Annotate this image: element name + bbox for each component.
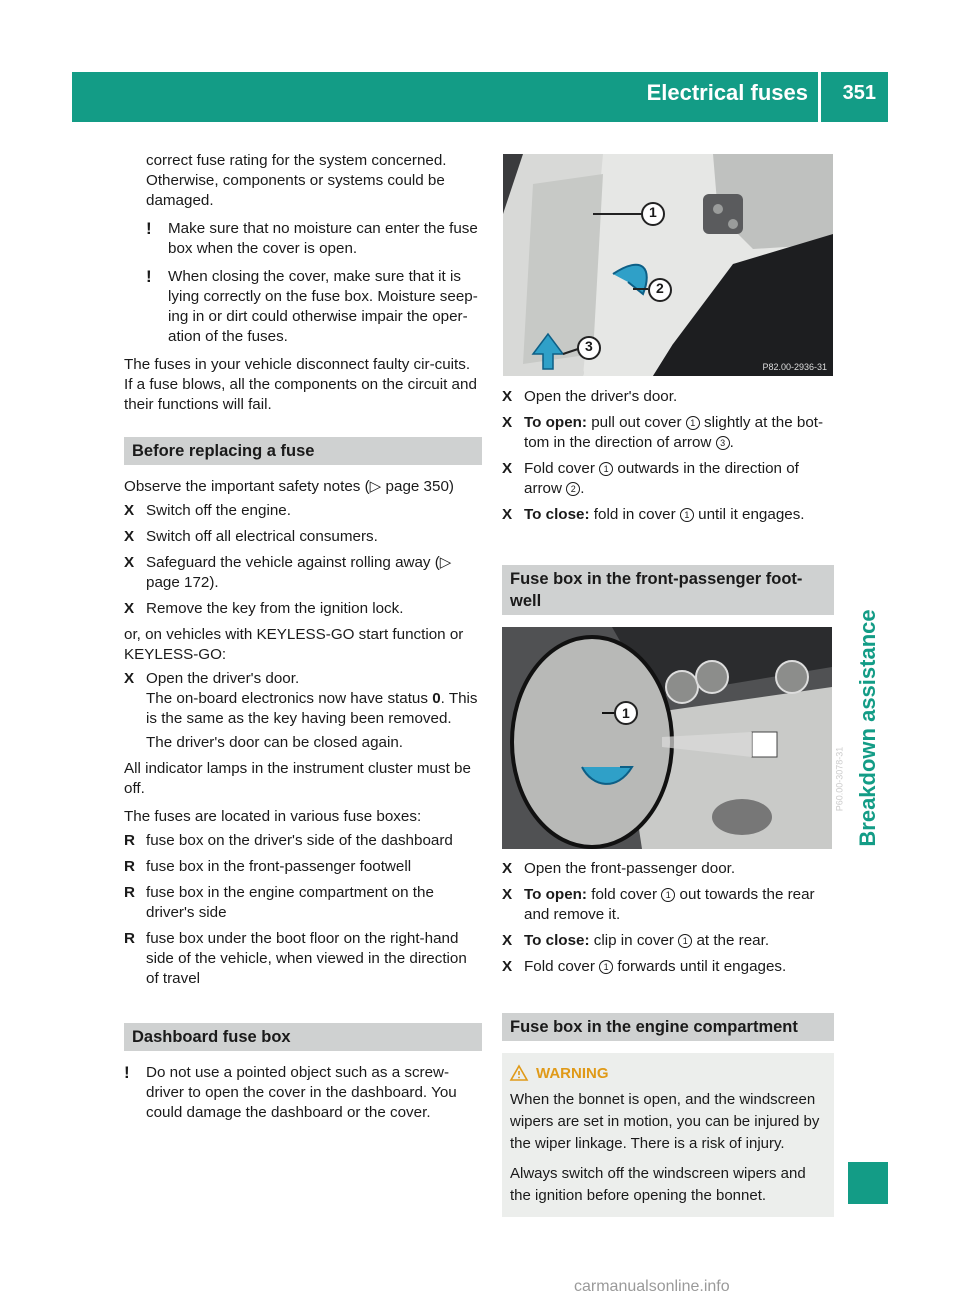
fuse-box-list [124,831,482,989]
step-label: To close: [524,506,590,523]
keyless-text: or, on vehicles with KEYLESS-GO start function or KEYLESS-GO: [124,626,464,663]
step-text: slightly at the bot-tom in the direction of arrow [524,414,824,451]
warning-box [502,1053,834,1217]
step-item [124,669,482,753]
step-label: To open: [524,414,587,431]
step-arrow-icon: X [502,506,513,523]
status-text-end: . This is the same as the key having been removed. [146,690,478,727]
note-text: Make sure that no moisture can enter the fuse box when the cover is open. [168,220,478,257]
note-moisture [146,219,482,259]
step-text: out towards the rear and remove it. [524,886,815,923]
step-arrow-icon: X [502,388,513,405]
step-text: fold in cover [593,506,676,523]
watermark: carmanualsonline.info [574,1278,730,1295]
bullet-icon: R [124,930,135,947]
callout-1-label: 1 [622,705,630,721]
step-arrow-icon: X [502,932,513,949]
callout-1-icon: 1 [599,960,613,974]
note-screwdriver [124,1063,482,1123]
step-label: To close: [524,932,590,949]
bullet-icon: R [124,884,135,901]
step-text: Remove the key from the ignition lock. [146,600,404,617]
header-title: Electrical fuses [646,80,808,105]
step-text: until it engages. [698,506,805,523]
step-arrow-icon: X [124,554,135,571]
status-text: The on-board electronics now have status [146,690,428,707]
step-text: at the rear. [696,932,770,949]
step-text: clip in cover [593,932,674,949]
step-item [502,931,834,951]
section-heading-before: Before replacing a fuse [124,437,482,465]
list-item [124,831,482,851]
right-column [502,387,845,1217]
dashboard-illustration [503,154,833,376]
step-text: Open the driver's door. [146,670,300,687]
caution-icon: ! [146,219,152,238]
fuses-text: The fuses in your vehicle disconnect faulty cir-cuits. If a fuse blows, all the components on the circuit and their functions will fail. [124,356,477,413]
status-value: 0 [432,690,441,707]
step-text: Switch off the engine. [146,502,291,519]
bullet-icon: R [124,832,135,849]
note-closing [146,267,482,347]
step-text: Switch off all electrical consumers. [146,528,378,545]
step-text: fold cover [591,886,658,903]
step-item [502,957,834,977]
door-closed-text: The driver's door can be closed again. [146,734,404,751]
section-heading-engine: Fuse box in the engine compartment [502,1013,834,1041]
located-text: The fuses are located in various fuse boxes: [124,808,422,825]
list-item [124,883,482,923]
callout-1-label: 1 [649,204,657,220]
step-end: . [729,434,734,451]
note-text: When closing the cover, make sure that it is lying correctly on the fuse box. Moisture seep-ing in or dirt could otherwise impair the oper-ation of the fuses. [168,268,478,345]
caution-icon: ! [146,267,152,286]
header-divider [818,72,821,122]
warning-label: WARNING [536,1065,609,1082]
section-heading-dashboard: Dashboard fuse box [124,1023,482,1051]
step-item [124,527,482,547]
figure-dashboard-fuse-box [503,154,833,376]
step-item [502,505,834,525]
note-text: Do not use a pointed object such as a screw-driver to open the cover in the dashboard. You could damage the dashboard or the cover. [146,1064,457,1121]
list-text: fuse box on the driver's side of the dashboard [146,832,453,849]
before-steps [124,501,482,619]
side-section-label: Breakdown assistance [855,609,880,847]
figure-code: P60.00-3078-31 [834,746,845,812]
step-text: Fold cover [524,460,595,477]
step-item [124,501,482,521]
caution-icon: ! [124,1063,130,1082]
step-text: Open the front-passenger door. [524,860,736,877]
figure-code: P82.00-2936-31 [762,362,827,372]
step-arrow-icon: X [502,860,513,877]
warning-triangle-icon [510,1065,528,1081]
step-item [502,885,834,925]
callout-1-icon: 1 [599,462,613,476]
footwell-steps [502,859,834,977]
step-text: Open the driver's door. [524,388,678,405]
callout-1-icon: 1 [661,888,675,902]
section-heading-footwell: Fuse box in the front-passenger foot-well [502,565,834,615]
door-step-list [124,669,482,753]
list-text: fuse box in the front-passenger footwell [146,858,412,875]
callout-1-icon: 1 [678,934,692,948]
step-item [502,859,834,879]
side-tab-marker [848,1162,888,1204]
step-item [502,387,834,407]
warning-text: Always switch off the windscreen wipers and the ignition before opening the bonnet. [510,1165,806,1204]
step-text: Fold cover [524,958,595,975]
step-label: To open: [524,886,587,903]
step-text: outwards in the direction of arrow [524,460,799,497]
left-column [124,151,482,1131]
step-text: pull out cover [591,414,682,431]
step-item [124,553,482,593]
step-item [502,459,834,499]
step-arrow-icon: X [124,670,135,687]
step-arrow-icon: X [124,528,135,545]
warning-text: When the bonnet is open, and the windscreen wipers are set in motion, you can be injured by the wiper linkage. There is a risk of injury. [510,1091,820,1152]
page-number: 351 [842,82,876,104]
step-arrow-icon: X [502,886,513,903]
intro-text: correct fuse rating for the system concerned. Otherwise, components or systems could be damaged. [146,152,447,209]
step-arrow-icon: X [502,958,513,975]
footwell-illustration [502,627,832,849]
figure-footwell-fuse-box [502,627,845,849]
step-arrow-icon: X [502,414,513,431]
page-header [72,72,888,122]
dashboard-steps [502,387,834,525]
callout-1-icon: 1 [680,508,694,522]
bullet-icon: R [124,858,135,875]
callout-2-label: 2 [656,280,664,296]
step-arrow-icon: X [502,460,513,477]
list-item [124,929,482,989]
step-end: . [580,480,585,497]
step-item [502,413,834,453]
step-item [124,599,482,619]
list-text: fuse box in the engine compartment on the driver's side [146,884,434,921]
lamps-text: All indicator lamps in the instrument cluster must be off. [124,760,471,797]
step-text: forwards until it engages. [617,958,787,975]
list-text: fuse box under the boot floor on the right-hand side of the vehicle, when viewed in the direction of travel [146,930,467,987]
callout-2-icon: 2 [566,482,580,496]
step-text: Safeguard the vehicle against rolling away (▷ page 172). [146,554,452,591]
callout-3-icon: 3 [716,436,730,450]
callout-1-icon: 1 [686,416,700,430]
step-arrow-icon: X [124,600,135,617]
warning-title [510,1063,826,1085]
callout-3-label: 3 [585,338,593,354]
safety-notes-ref: Observe the important safety notes (▷ page 350) [124,478,454,495]
list-item [124,857,482,877]
step-arrow-icon: X [124,502,135,519]
